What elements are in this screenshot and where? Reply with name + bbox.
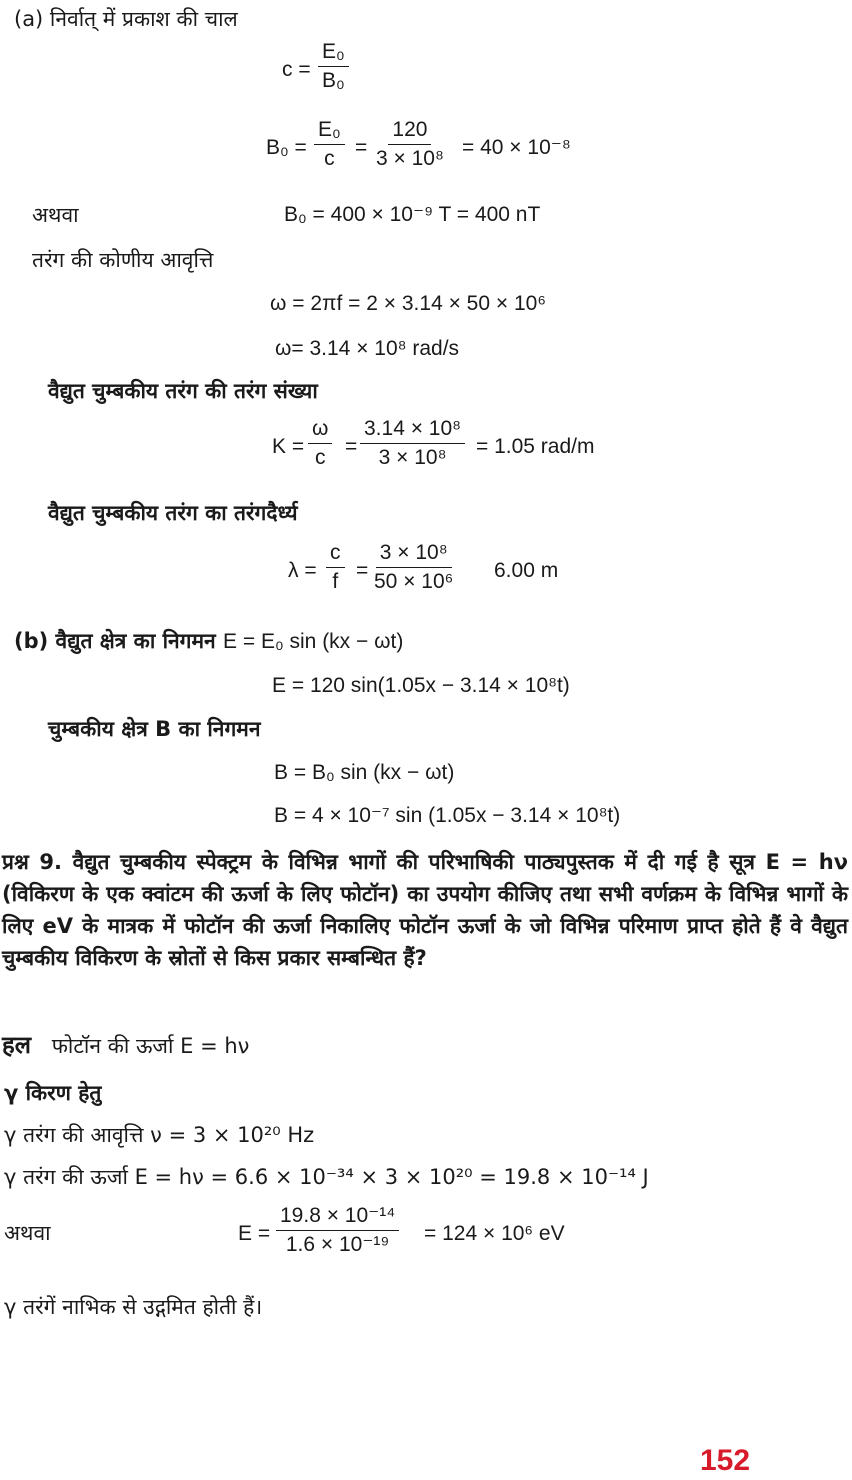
page-number: 152: [700, 1444, 751, 1477]
eq-c-den: B₀: [322, 69, 345, 92]
eq-lambda-f1-num: c: [326, 539, 345, 568]
wave-number-heading: वैद्युत चुम्बकीय तरंग की तरंग संख्या: [48, 379, 318, 403]
eq-c-num: E₀: [318, 38, 349, 67]
part-b-heading-text: (b) वैद्युत क्षेत्र का निगमन: [14, 629, 216, 653]
eq-k-frac2: [360, 415, 465, 472]
eq-lambda-f1-den: f: [332, 570, 339, 593]
athva-label-2: अथवा: [4, 1221, 51, 1245]
eq-k-equals: =: [345, 435, 358, 458]
gamma-heading: γ किरण हेतु: [4, 1081, 102, 1105]
solution-line: [2, 1032, 249, 1059]
gamma-frequency: γ तरंग की आवृत्ति ν = 3 × 10²⁰ Hz: [4, 1123, 315, 1147]
eq-ev-num: 19.8 × 10⁻¹⁴: [276, 1202, 399, 1231]
solution-label: हल: [2, 1031, 32, 1059]
eq-b0-nt: B₀ = 400 × 10⁻⁹ T = 400 nT: [284, 203, 541, 226]
gamma-conclusion: γ तरंगें नाभिक से उद्गमित होती हैं।: [4, 1295, 263, 1319]
eq-b0-f2-num: 120: [388, 116, 431, 145]
eq-b0-equals: =: [355, 136, 368, 159]
eq-b0-f2-den: 3 × 10⁸: [376, 147, 444, 170]
eq-k-rhs: = 1.05 rad/m: [476, 435, 595, 458]
gamma-energy: γ तरंग की ऊर्जा E = hν = 6.6 × 10⁻³⁴ × 3 × 10²⁰ = 19.8 × 10⁻¹⁴ J: [4, 1165, 649, 1189]
part-b-heading-math: E = E₀ sin (kx − ωt): [223, 630, 404, 653]
eq-k-f1-den: c: [314, 446, 326, 469]
eq-b0-rhs: = 40 × 10⁻⁸: [462, 136, 571, 159]
eq-b-field-1: B = B₀ sin (kx − ωt): [274, 761, 455, 784]
angular-frequency-heading: तरंग की कोणीय आवृत्ति: [32, 248, 214, 272]
eq-k-f2-num: 3.14 × 10⁸: [360, 415, 465, 444]
eq-ev-rhs: = 124 × 10⁶ eV: [424, 1222, 565, 1245]
eq-lambda-frac2: [370, 539, 457, 596]
eq-lambda-lhs: λ =: [288, 559, 317, 582]
eq-k-frac1: [308, 415, 332, 472]
eq-c-fraction: [318, 38, 349, 95]
eq-omega-2: ω= 3.14 × 10⁸ rad/s: [275, 337, 460, 360]
wavelength-heading: वैद्युत चुम्बकीय तरंग का तरंगदैर्ध्य: [48, 501, 298, 525]
athva-label-1: अथवा: [32, 203, 79, 227]
eq-omega-1: ω = 2πf = 2 × 3.14 × 50 × 10⁶: [270, 292, 546, 315]
eq-b0-f1-num: E₀: [314, 116, 345, 145]
eq-b0-f1-den: c: [324, 147, 335, 170]
eq-b-field-2: B = 4 × 10⁻⁷ sin (1.05x − 3.14 × 10⁸t): [274, 804, 621, 827]
solution-intro: फोटॉन की ऊर्जा E = hν: [51, 1034, 250, 1058]
eq-ev-lhs: E =: [238, 1222, 271, 1245]
eq-ev-den: 1.6 × 10⁻¹⁹: [285, 1233, 390, 1256]
eq-k-f2-den: 3 × 10⁸: [378, 446, 447, 469]
eq-lambda-equals: =: [356, 559, 369, 582]
eq-k-lhs: K =: [272, 435, 305, 458]
part-b-heading: [14, 628, 403, 655]
eq-b0-frac1: [314, 116, 345, 173]
eq-k-f1-num: ω: [308, 415, 332, 444]
magnetic-heading: चुम्बकीय क्षेत्र B का निगमन: [48, 717, 261, 741]
eq-e-field: E = 120 sin(1.05x − 3.14 × 10⁸t): [272, 674, 570, 697]
question-9-text: प्रश्न 9. वैद्युत चुम्बकीय स्पेक्ट्रम के विभिन्न भागों की परिभाषिकी पाठ्यपुस्तक में दी गई है सूत्र E = hν (विकिरण के एक क्वांटम की ऊर्जा के लिए फोटॉन) का उपयोग कीजिए तथा सभी वर्णक्रम के विभिन्न भागों के लिए eV के मात्रक में फोटॉन की ऊर्जा निकालिए फोटॉन ऊर्जा के जो विभिन्न परिमाण प्राप्त होते हैं वे वैद्युत चुम्बकीय विकिरण के स्रोतों से किस प्रकार सम्बन्धित हैं?: [2, 850, 849, 970]
eq-c-lhs: c =: [282, 58, 311, 81]
part-a-heading: (a) निर्वात् में प्रकाश की चाल: [14, 7, 238, 31]
eq-b0-lhs: B₀ =: [266, 136, 307, 159]
eq-lambda-frac1: [326, 539, 345, 596]
eq-ev-fraction: [276, 1202, 399, 1259]
eq-b0-frac2: [372, 116, 448, 173]
eq-lambda-rhs: 6.00 m: [494, 559, 559, 582]
eq-lambda-f2-num: 3 × 10⁸: [376, 539, 452, 568]
eq-lambda-f2-den: 50 × 10⁶: [374, 570, 454, 593]
